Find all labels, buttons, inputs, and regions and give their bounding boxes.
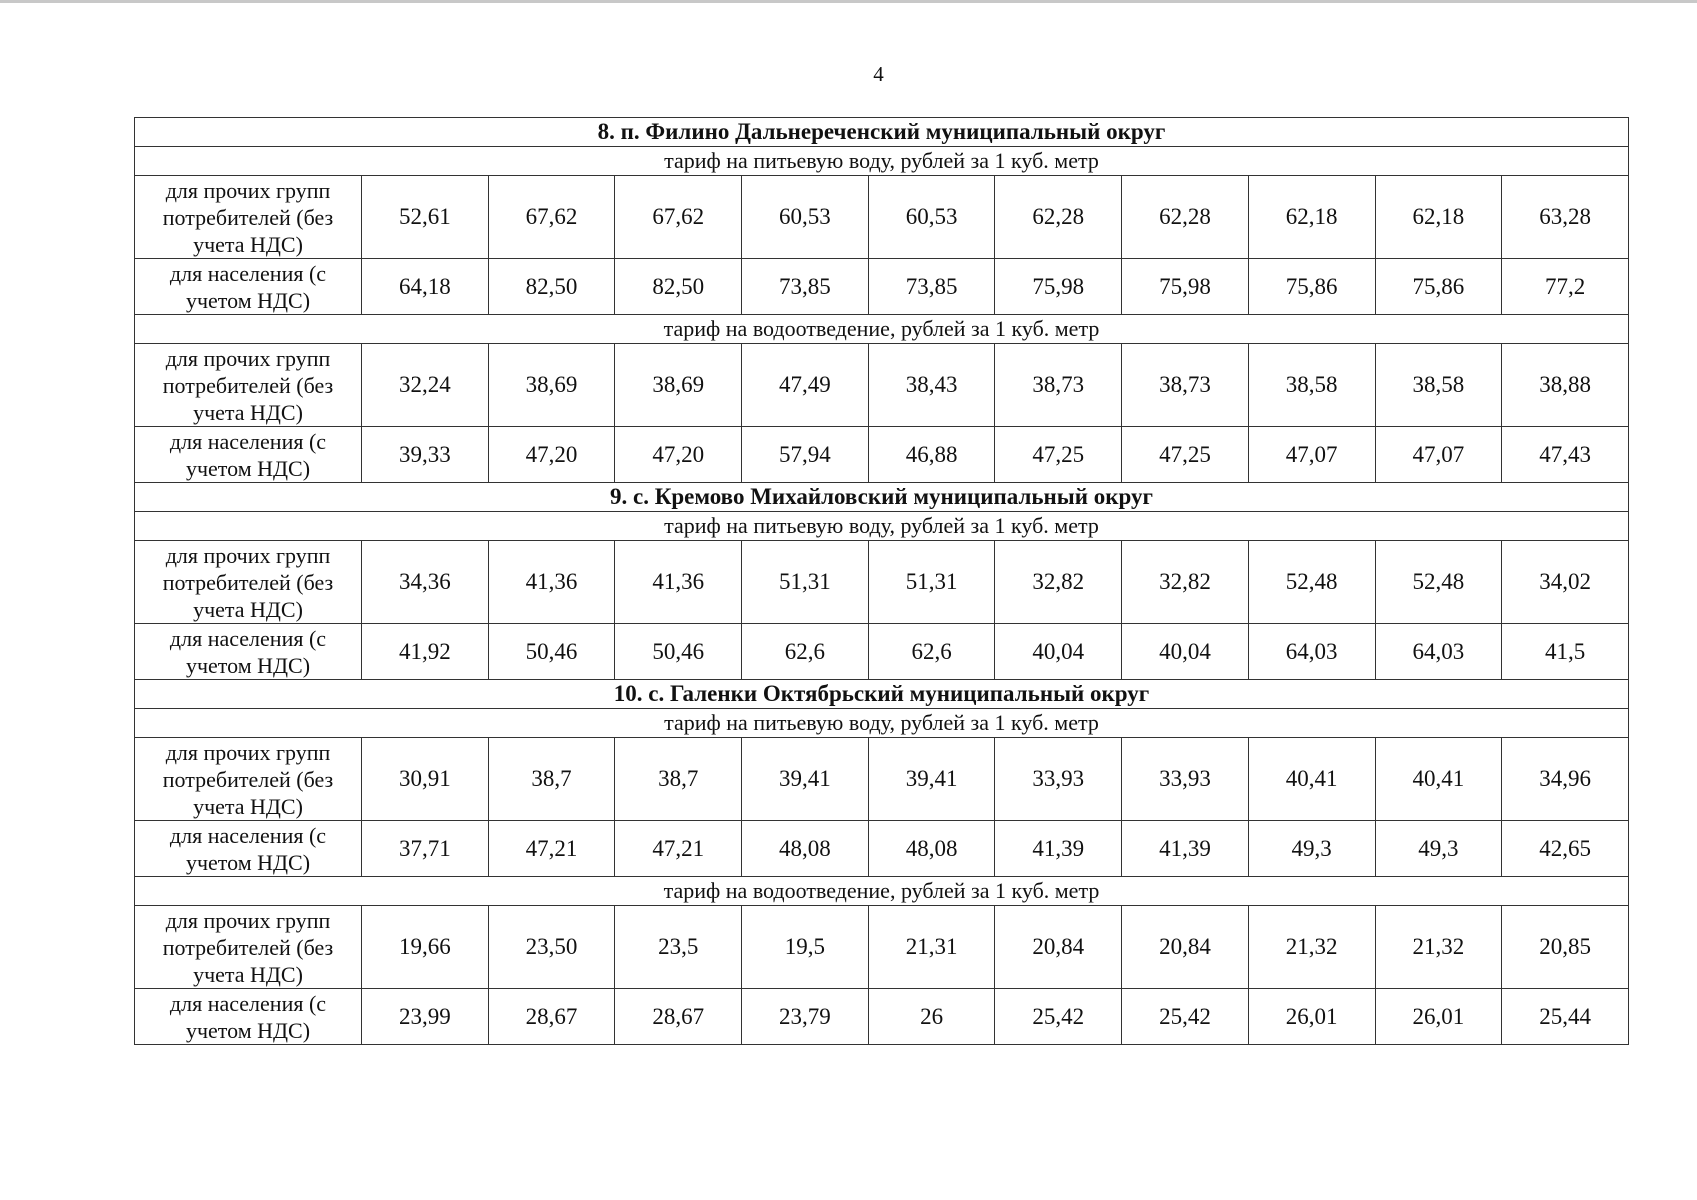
tariff-subheader: тариф на водоотведение, рублей за 1 куб. метр [135, 315, 1629, 344]
consumer-group-label: для прочих групп потребителей (без учета НДС) [135, 176, 362, 259]
tariff-value-cell: 41,92 [362, 624, 489, 680]
consumer-group-label: для населения (с учетом НДС) [135, 427, 362, 483]
tariff-value-cell: 73,85 [868, 259, 995, 315]
tariff-value-cell: 46,88 [868, 427, 995, 483]
tariff-value-cell: 42,65 [1502, 821, 1629, 877]
tariff-value-cell: 75,98 [995, 259, 1122, 315]
tariff-value-cell: 47,25 [1122, 427, 1249, 483]
tariff-value-cell: 41,36 [615, 541, 742, 624]
tariff-value-cell: 26,01 [1248, 989, 1375, 1045]
tariff-value-cell: 49,3 [1248, 821, 1375, 877]
tariff-value-cell: 20,85 [1502, 906, 1629, 989]
tariff-value-cell: 19,5 [742, 906, 869, 989]
table-row [135, 259, 1629, 315]
tariff-value-cell: 47,07 [1375, 427, 1502, 483]
tariff-value-cell: 20,84 [1122, 906, 1249, 989]
tariff-value-cell: 38,69 [488, 344, 615, 427]
tariff-value-cell: 47,21 [615, 821, 742, 877]
tariff-value-cell: 21,31 [868, 906, 995, 989]
tariff-value-cell: 28,67 [615, 989, 742, 1045]
tariff-value-cell: 40,41 [1375, 738, 1502, 821]
tariff-value-cell: 67,62 [615, 176, 742, 259]
tariff-value-cell: 23,5 [615, 906, 742, 989]
tariff-subheader-row [135, 709, 1629, 738]
scan-top-edge [0, 0, 1697, 3]
tariff-value-cell: 23,99 [362, 989, 489, 1045]
section-header-row [135, 483, 1629, 512]
tariff-value-cell: 21,32 [1248, 906, 1375, 989]
consumer-group-label: для населения (с учетом НДС) [135, 989, 362, 1045]
tariff-value-cell: 51,31 [868, 541, 995, 624]
tariff-value-cell: 82,50 [488, 259, 615, 315]
tariff-value-cell: 48,08 [868, 821, 995, 877]
tariff-value-cell: 52,61 [362, 176, 489, 259]
tariff-value-cell: 38,69 [615, 344, 742, 427]
tariff-value-cell: 34,02 [1502, 541, 1629, 624]
table-row [135, 427, 1629, 483]
tariff-value-cell: 62,28 [1122, 176, 1249, 259]
tariff-value-cell: 25,42 [1122, 989, 1249, 1045]
tariff-subheader-row [135, 512, 1629, 541]
tariff-value-cell: 62,28 [995, 176, 1122, 259]
tariff-value-cell: 62,6 [742, 624, 869, 680]
tariff-value-cell: 40,41 [1248, 738, 1375, 821]
section-title: 8. п. Филино Дальнереченский муниципальный округ [135, 118, 1629, 147]
tariff-value-cell: 40,04 [1122, 624, 1249, 680]
table-row [135, 821, 1629, 877]
tariff-value-cell: 30,91 [362, 738, 489, 821]
section-header-row [135, 118, 1629, 147]
tariff-value-cell: 77,2 [1502, 259, 1629, 315]
tariff-subheader: тариф на питьевую воду, рублей за 1 куб. метр [135, 512, 1629, 541]
tariff-value-cell: 57,94 [742, 427, 869, 483]
consumer-group-label: для прочих групп потребителей (без учета НДС) [135, 906, 362, 989]
tariff-subheader-row [135, 877, 1629, 906]
tariff-subheader: тариф на питьевую воду, рублей за 1 куб. метр [135, 709, 1629, 738]
page-number: 4 [873, 62, 884, 86]
tariff-value-cell: 67,62 [488, 176, 615, 259]
table-row [135, 541, 1629, 624]
tariff-value-cell: 47,20 [615, 427, 742, 483]
tariff-value-cell: 75,86 [1375, 259, 1502, 315]
tariff-value-cell: 23,79 [742, 989, 869, 1045]
tariff-value-cell: 33,93 [1122, 738, 1249, 821]
tariff-value-cell: 39,33 [362, 427, 489, 483]
tariff-value-cell: 47,07 [1248, 427, 1375, 483]
tariff-value-cell: 38,73 [995, 344, 1122, 427]
consumer-group-label: для населения (с учетом НДС) [135, 259, 362, 315]
tariff-value-cell: 34,96 [1502, 738, 1629, 821]
tariff-value-cell: 62,6 [868, 624, 995, 680]
tariff-value-cell: 25,44 [1502, 989, 1629, 1045]
tariff-value-cell: 19,66 [362, 906, 489, 989]
tariff-value-cell: 41,39 [995, 821, 1122, 877]
tariff-value-cell: 41,39 [1122, 821, 1249, 877]
consumer-group-label: для населения (с учетом НДС) [135, 821, 362, 877]
section-header-row [135, 680, 1629, 709]
tariff-value-cell: 38,73 [1122, 344, 1249, 427]
tariff-value-cell: 26 [868, 989, 995, 1045]
table-row [135, 906, 1629, 989]
tariff-value-cell: 73,85 [742, 259, 869, 315]
section-title: 9. с. Кремово Михайловский муниципальный округ [135, 483, 1629, 512]
tariff-subheader-row [135, 315, 1629, 344]
table-row [135, 989, 1629, 1045]
tariff-value-cell: 47,25 [995, 427, 1122, 483]
tariff-value-cell: 32,24 [362, 344, 489, 427]
table-row [135, 738, 1629, 821]
tariff-value-cell: 50,46 [488, 624, 615, 680]
consumer-group-label: для населения (с учетом НДС) [135, 624, 362, 680]
tariff-value-cell: 47,20 [488, 427, 615, 483]
table-row [135, 176, 1629, 259]
consumer-group-label: для прочих групп потребителей (без учета НДС) [135, 738, 362, 821]
tariff-value-cell: 52,48 [1248, 541, 1375, 624]
tariff-value-cell: 41,36 [488, 541, 615, 624]
tariff-value-cell: 62,18 [1375, 176, 1502, 259]
tariff-value-cell: 32,82 [995, 541, 1122, 624]
tariff-value-cell: 39,41 [742, 738, 869, 821]
tariff-value-cell: 60,53 [742, 176, 869, 259]
tariff-value-cell: 38,58 [1248, 344, 1375, 427]
section-title: 10. с. Галенки Октябрьский муниципальный округ [135, 680, 1629, 709]
tariff-value-cell: 47,49 [742, 344, 869, 427]
tariff-value-cell: 20,84 [995, 906, 1122, 989]
tariff-value-cell: 32,82 [1122, 541, 1249, 624]
tariff-value-cell: 64,03 [1375, 624, 1502, 680]
tariff-value-cell: 23,50 [488, 906, 615, 989]
tariff-value-cell: 33,93 [995, 738, 1122, 821]
tariff-value-cell: 52,48 [1375, 541, 1502, 624]
table-row [135, 344, 1629, 427]
consumer-group-label: для прочих групп потребителей (без учета НДС) [135, 541, 362, 624]
tariff-value-cell: 51,31 [742, 541, 869, 624]
tariff-subheader-row [135, 147, 1629, 176]
tariff-value-cell: 75,86 [1248, 259, 1375, 315]
tariff-value-cell: 40,04 [995, 624, 1122, 680]
tariff-value-cell: 21,32 [1375, 906, 1502, 989]
tariff-value-cell: 64,18 [362, 259, 489, 315]
tariff-value-cell: 48,08 [742, 821, 869, 877]
tariff-value-cell: 63,28 [1502, 176, 1629, 259]
tariff-value-cell: 50,46 [615, 624, 742, 680]
tariff-value-cell: 82,50 [615, 259, 742, 315]
table-row [135, 624, 1629, 680]
tariff-value-cell: 64,03 [1248, 624, 1375, 680]
tariff-value-cell: 41,5 [1502, 624, 1629, 680]
tariff-value-cell: 38,7 [615, 738, 742, 821]
tariff-value-cell: 34,36 [362, 541, 489, 624]
tariff-subheader: тариф на питьевую воду, рублей за 1 куб. метр [135, 147, 1629, 176]
tariff-table-body [135, 118, 1629, 1045]
tariff-value-cell: 75,98 [1122, 259, 1249, 315]
tariff-value-cell: 37,71 [362, 821, 489, 877]
tariff-value-cell: 26,01 [1375, 989, 1502, 1045]
tariff-subheader: тариф на водоотведение, рублей за 1 куб. метр [135, 877, 1629, 906]
tariff-table [134, 117, 1629, 1045]
tariff-value-cell: 25,42 [995, 989, 1122, 1045]
tariff-value-cell: 47,21 [488, 821, 615, 877]
tariff-value-cell: 49,3 [1375, 821, 1502, 877]
tariff-value-cell: 28,67 [488, 989, 615, 1045]
tariff-value-cell: 38,7 [488, 738, 615, 821]
tariff-value-cell: 39,41 [868, 738, 995, 821]
tariff-value-cell: 60,53 [868, 176, 995, 259]
tariff-value-cell: 47,43 [1502, 427, 1629, 483]
tariff-value-cell: 38,43 [868, 344, 995, 427]
tariff-value-cell: 38,58 [1375, 344, 1502, 427]
consumer-group-label: для прочих групп потребителей (без учета НДС) [135, 344, 362, 427]
tariff-value-cell: 38,88 [1502, 344, 1629, 427]
tariff-value-cell: 62,18 [1248, 176, 1375, 259]
